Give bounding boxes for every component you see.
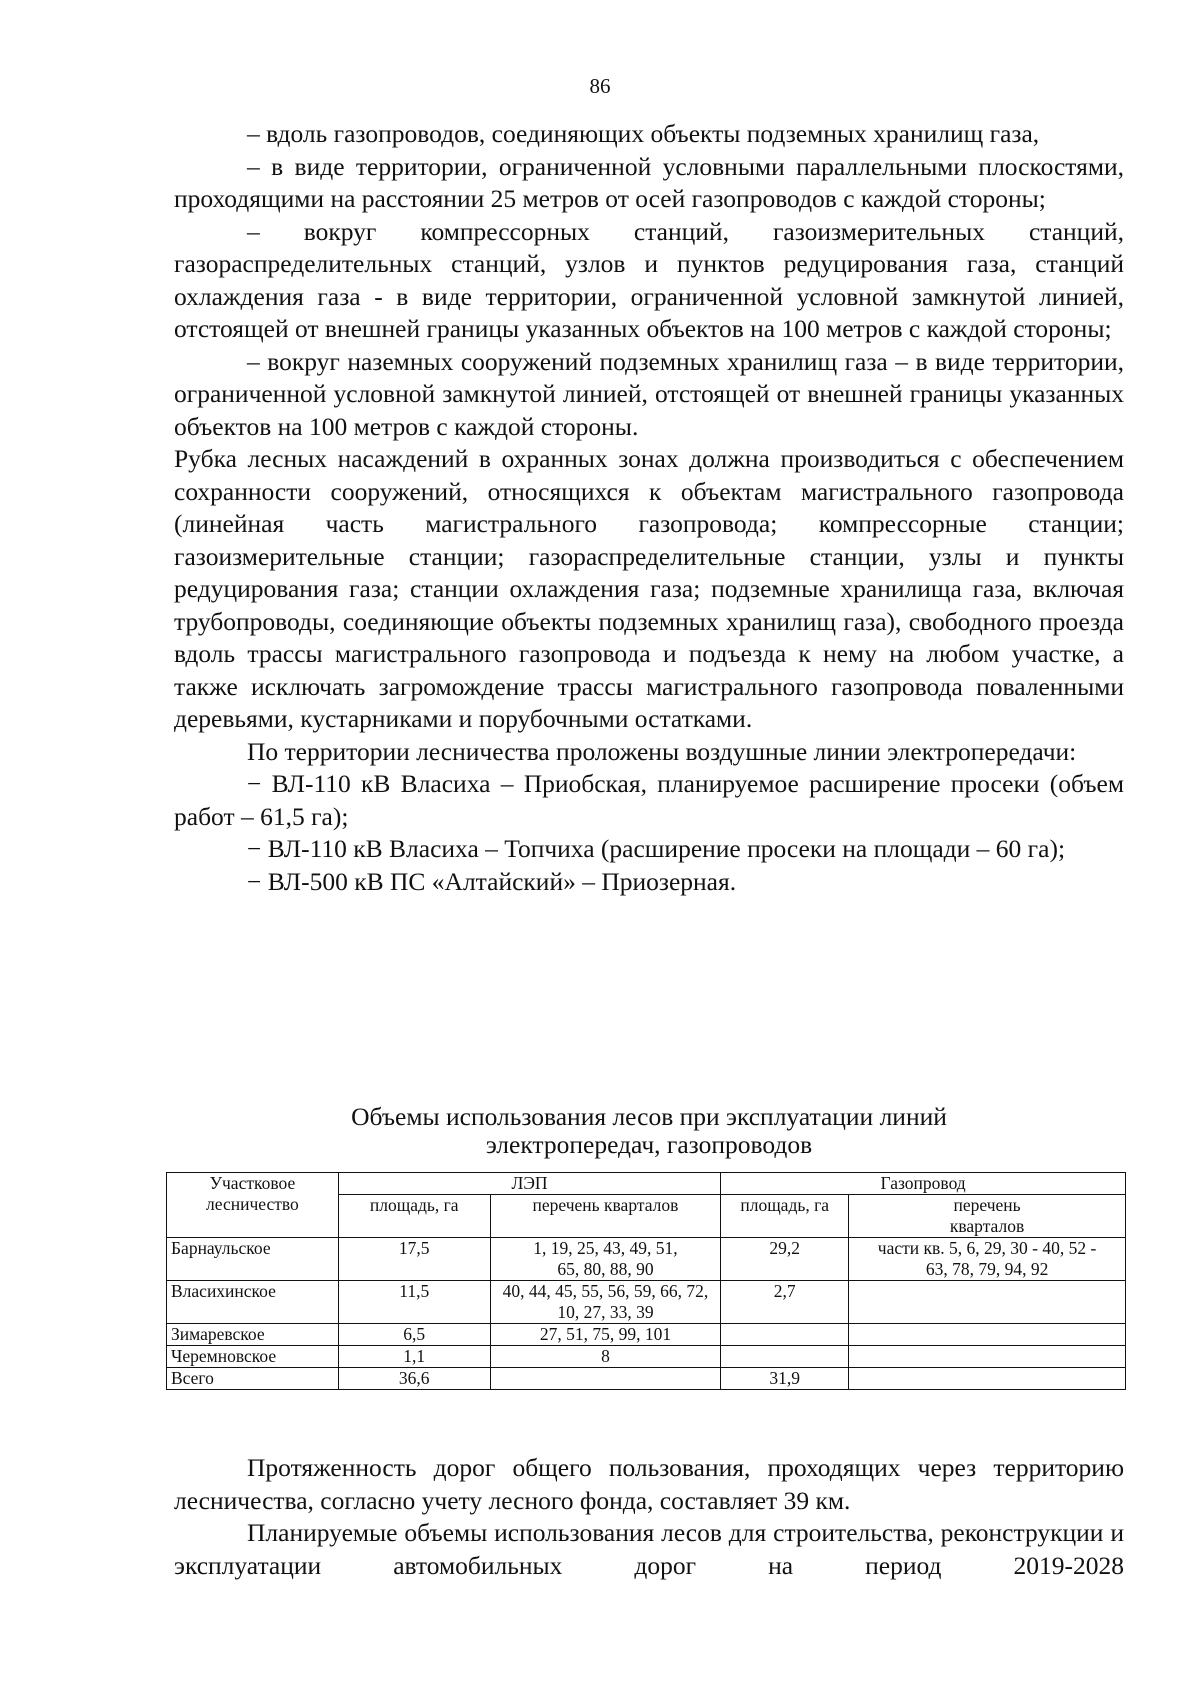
header-gas: Газопровод (721, 1173, 1126, 1195)
table-title-line-2: электропередач, газопроводов (485, 1130, 813, 1159)
list-item-power-line-1: − ВЛ-110 кВ Власиха – Приобская, планируемое расширение просеки (объем работ – 61,5 га); (174, 769, 1124, 831)
cell-gas-quarters (849, 1324, 1126, 1346)
paragraph-gas-pipelines-storage: – вдоль газопроводов, соединяющих объекты подземных хранилищ газа, (247, 119, 1040, 148)
cell-gas-area (721, 1346, 849, 1368)
cell-lep-quarters: 27, 51, 75, 99, 101 (490, 1324, 721, 1346)
cell-forestry-name: Всего (167, 1368, 339, 1390)
cell-lep-quarters: 8 (490, 1346, 721, 1368)
header-gas-area: площадь, га (721, 1195, 849, 1238)
header-lep-quarters: перечень кварталов (490, 1195, 721, 1238)
paragraph-roads-length: Протяженность дорог общего пользования, проходящих через территорию лесничества, согласно учету лесного фонда, составляет 39 км. (174, 1453, 1124, 1515)
cell-forestry-name: Зимаревское (167, 1324, 339, 1346)
paragraph-compressor-stations: – вокруг компрессорных станций, газоизмерительных станций, газораспределительных станций, узлов и пунктов редуцирования газа, станций охлаждения газа - в виде территории, ограниченной условной замкнутой линией, отстоящей от внешней границы указанных объектов на 100 метров с каждой стороны; (174, 216, 1124, 343)
cell-forestry-name: Барнаульское (167, 1238, 339, 1281)
cell-forestry-name: Черемновское (167, 1346, 339, 1368)
table-row (167, 1281, 1126, 1324)
header-lep: ЛЭП (338, 1173, 720, 1195)
cell-lep-area: 36,6 (338, 1368, 490, 1390)
body-text-top (174, 118, 1124, 898)
cell-forestry-name: Власихинское (167, 1281, 339, 1324)
cell-gas-quarters: части кв. 5, 6, 29, 30 - 40, 52 - 63, 78, 79, 94, 92 (849, 1238, 1126, 1281)
cell-lep-area: 17,5 (338, 1238, 490, 1281)
cell-lep-quarters: 40, 44, 45, 55, 56, 59, 66, 72, 10, 27, 33, 39 (490, 1281, 721, 1324)
header-lep-area: площадь, га (338, 1195, 490, 1238)
table-header-row-1 (167, 1173, 1126, 1195)
cell-gas-quarters (849, 1281, 1126, 1324)
table-title (174, 1103, 1124, 1159)
table-title-line-1: Объемы использования лесов при эксплуатации линий (351, 1102, 947, 1131)
cell-gas-quarters (849, 1368, 1126, 1390)
cell-lep-area: 6,5 (338, 1324, 490, 1346)
table-row (167, 1324, 1126, 1346)
cell-gas-area: 29,2 (721, 1238, 849, 1281)
cell-gas-area: 31,9 (721, 1368, 849, 1390)
header-gas-quarters: перечень кварталов (849, 1195, 1126, 1238)
cell-gas-area: 2,7 (721, 1281, 849, 1324)
table-row (167, 1346, 1126, 1368)
table-row-total (167, 1368, 1126, 1390)
paragraph-parallel-planes: – в виде территории, ограниченной условными параллельными плоскостями, проходящими на расстоянии 25 метров от осей газопроводов с каждой стороны; (174, 151, 1124, 213)
list-item-power-line-2: − ВЛ-110 кВ Власиха – Топчиха (расширение просеки на площади – 60 га); (247, 834, 1066, 863)
paragraph-felling-requirements: Рубка лесных насаждений в охранных зонах должна производиться с обеспечением сохранности сооружений, относящихся к объектам магистрального газопровода (линейная часть магистрального газопровода; компрессорные станции; газоизмерительные станции; газораспределительные станции, узлы и пункты редуцирования газа; станции охлаждения газа; подземные хранилища газа, включая трубопроводы, соединяющие объекты подземных хранилищ газа), свободного проезда вдоль трассы магистрального газопровода и подъезда к нему на любом участке, а также исключать загромождение трассы магистрального газопровода поваленными деревьями, кустарниками и порубочными остатками. (174, 444, 1124, 733)
cell-lep-area: 11,5 (338, 1281, 490, 1324)
cell-gas-quarters (849, 1346, 1126, 1368)
list-item-power-line-3: − ВЛ-500 кВ ПС «Алтайский» – Приозерная. (247, 866, 737, 896)
paragraph-power-lines-intro: По территории лесничества проложены воздушные линии электропередачи: (247, 736, 1077, 766)
paragraph-roads-planned: Планируемые объемы использования лесов для строительства, реконструкции и эксплуатации автомобильных дорог на период 2019-2028 (174, 1518, 1124, 1580)
cell-lep-quarters (490, 1368, 721, 1390)
table-row (167, 1238, 1126, 1281)
header-forestry: Участковое лесничество (167, 1173, 339, 1238)
paragraph-ground-structures: – вокруг наземных сооружений подземных хранилищ газа – в виде территории, ограниченной условной замкнутой линией, отстоящей от внешней границы указанных объектов на 100 метров с каждой стороны. (174, 346, 1124, 441)
cell-gas-area (721, 1324, 849, 1346)
cell-lep-area: 1,1 (338, 1346, 490, 1368)
usage-volumes-table (166, 1172, 1126, 1390)
page-number: 86 (589, 74, 611, 98)
body-text-bottom (174, 1452, 1124, 1582)
cell-lep-quarters: 1, 19, 25, 43, 49, 51, 65, 80, 88, 90 (490, 1238, 721, 1281)
